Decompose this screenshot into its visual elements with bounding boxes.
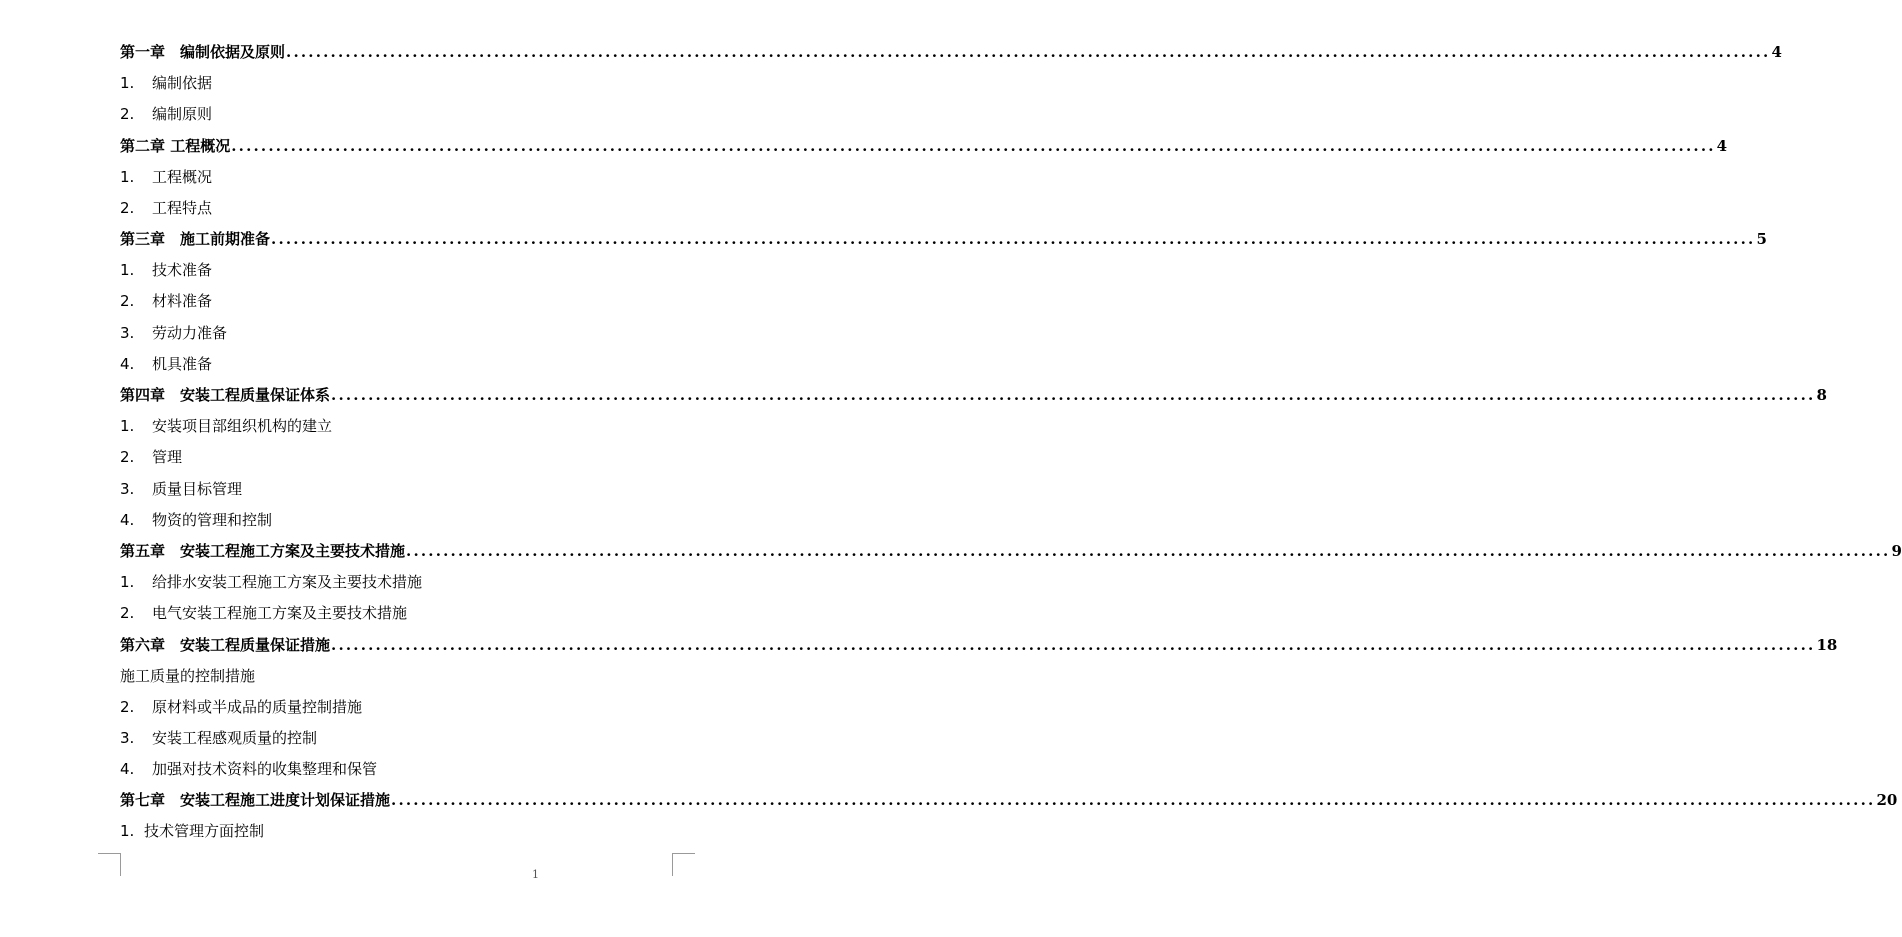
section-title: 电气安装工程施工方案及主要技术措施 <box>152 604 408 622</box>
section-number: 1. <box>120 74 135 92</box>
section-title: 物资的管理和控制 <box>152 511 273 529</box>
section-title: 工程概况 <box>152 168 213 186</box>
chapter-page-number: 18 <box>1816 636 1838 654</box>
toc-section-entry <box>120 477 680 501</box>
section-title: 施工质量的控制措施 <box>120 667 256 685</box>
toc-chapter-entry <box>120 134 1728 158</box>
dot-leader: ........................................................................................................................................................................................................ <box>231 137 1716 155</box>
section-number: 4. <box>120 760 135 778</box>
section-title: 机具准备 <box>152 355 213 373</box>
chapter-page-number: 8 <box>1816 386 1827 404</box>
toc-section-entry <box>120 757 680 781</box>
section-number: 3. <box>120 480 135 498</box>
toc-section-entry <box>120 445 680 469</box>
section-number: 1. <box>120 417 135 435</box>
toc-chapter-entry <box>120 40 1782 64</box>
toc-section-entry <box>120 102 680 126</box>
chapter-page-number: 9 <box>1891 542 1902 560</box>
chapter-page-number: 4 <box>1771 43 1782 61</box>
toc-section-entry <box>120 570 680 594</box>
chapter-page-number: 4 <box>1716 137 1728 155</box>
section-number: 4. <box>120 355 135 373</box>
chapter-title: 第三章 施工前期准备 <box>120 230 271 248</box>
section-number: 1. <box>120 168 135 186</box>
toc-section-entry <box>120 664 680 688</box>
footer-page-number: 1 <box>532 868 539 881</box>
page-corner-mark-left <box>98 853 121 876</box>
chapter-page-number: 5 <box>1756 230 1767 248</box>
section-number: 2. <box>120 448 135 466</box>
chapter-title: 第四章 安装工程质量保证体系 <box>120 386 331 404</box>
toc-section-entry <box>120 321 680 345</box>
section-title: 加强对技术资料的收集整理和保管 <box>152 760 378 778</box>
toc-section-entry <box>120 695 680 719</box>
chapter-title: 第五章 安装工程施工方案及主要技术措施 <box>120 542 406 560</box>
section-title: 技术准备 <box>152 261 213 279</box>
toc-chapter-entry <box>120 788 1898 812</box>
section-title: 质量目标管理 <box>152 480 243 498</box>
toc-section-entry <box>120 352 680 376</box>
section-title: 材料准备 <box>152 292 213 310</box>
toc-section-entry <box>120 258 680 282</box>
toc-chapter-entry <box>120 633 1838 657</box>
toc-section-entry <box>120 71 680 95</box>
toc-chapter-entry <box>120 383 1827 407</box>
section-title: 安装项目部组织机构的建立 <box>152 417 333 435</box>
section-number: 1. <box>120 261 135 279</box>
chapter-title: 第六章 安装工程质量保证措施 <box>120 636 331 654</box>
dot-leader: ........................................................................................................................................................................................................ <box>286 43 1771 61</box>
toc-section-entry <box>120 165 680 189</box>
section-title: 给排水安装工程施工方案及主要技术措施 <box>152 573 423 591</box>
toc-section-entry <box>120 601 680 625</box>
dot-leader: ........................................................................................................................................................................................................ <box>271 230 1756 248</box>
section-number: 3. <box>120 729 135 747</box>
chapter-title: 第一章 编制依据及原则 <box>120 43 286 61</box>
section-title: 编制依据 <box>152 74 213 92</box>
chapter-page-number: 20 <box>1876 791 1898 809</box>
dot-leader: ........................................................................................................................................................................................................ <box>391 791 1876 809</box>
section-number: 3. <box>120 324 135 342</box>
section-number: 2. <box>120 105 135 123</box>
section-title: 技术管理方面控制 <box>144 822 265 840</box>
toc-section-entry <box>120 289 680 313</box>
section-number: 2. <box>120 199 135 217</box>
toc-chapter-entry <box>120 539 1902 563</box>
page-corner-mark-right <box>672 853 695 876</box>
toc-section-entry <box>120 196 680 220</box>
section-number: 2. <box>120 604 135 622</box>
dot-leader: ........................................................................................................................................................................................................ <box>331 386 1816 404</box>
dot-leader: ........................................................................................................................................................................................................ <box>331 636 1816 654</box>
section-number: 1. <box>120 573 135 591</box>
section-title: 劳动力准备 <box>152 324 228 342</box>
section-title: 安装工程感观质量的控制 <box>152 729 318 747</box>
toc-section-entry <box>120 726 680 750</box>
toc-chapter-entry <box>120 227 1767 251</box>
section-number: 2. <box>120 292 135 310</box>
chapter-title: 第七章 安装工程施工进度计划保证措施 <box>120 791 391 809</box>
toc-section-entry <box>120 508 680 532</box>
chapter-title: 第二章 工程概况 <box>120 137 231 155</box>
section-number: 4. <box>120 511 135 529</box>
section-number: 2. <box>120 698 135 716</box>
section-title: 原材料或半成品的质量控制措施 <box>152 698 363 716</box>
section-title: 工程特点 <box>152 199 213 217</box>
section-title: 编制原则 <box>152 105 213 123</box>
toc-section-entry <box>120 414 680 438</box>
dot-leader: ........................................................................................................................................................................................................ <box>406 542 1891 560</box>
toc-section-entry <box>120 819 680 843</box>
section-title: 管理 <box>152 448 183 466</box>
section-number: 1. <box>120 822 135 840</box>
